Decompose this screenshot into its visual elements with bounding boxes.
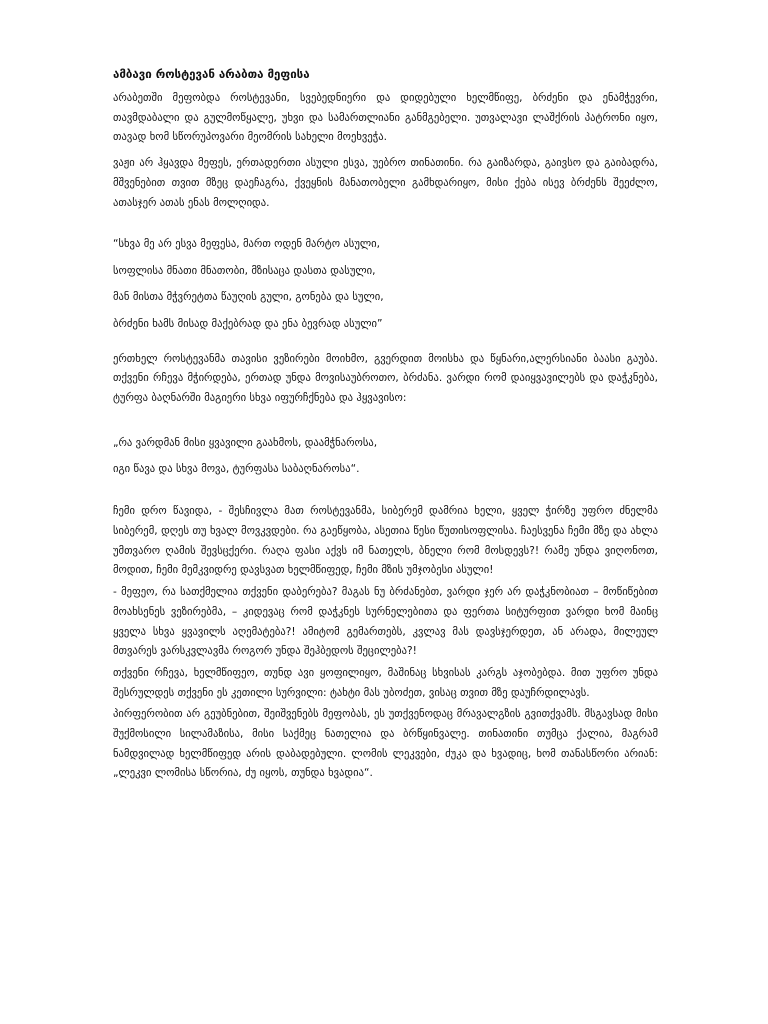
paragraph-2: ვაჟი არ ჰყავდა მეფეს, ერთადერთი ასული ესვა, უებრო თინათინი. რა გაიზარდა, გაივსო და გაიბადრა, მშვენებით თვით მზეც დაეჩაგრა, ქვეყნის მანათობელი გამხდარიყო, მისი ქება ისევ ბრძენს შეეძლო, ათასჯერ ათას ენას მოლღიდა. bbox=[113, 157, 658, 209]
paragraph-6: თქვენი რჩევა, ხელმწიფეო, თუნდ ავი ყოფილიყო, მაშინაც სხვისას კარგს აჯობებდა. მით უფრო უნდა შესრულდეს თქვენი ეს კეთილი სურვილი: ტახტი მას უბოძეთ, ვისაც თვით მზე დაუჩრდილავს. bbox=[113, 666, 658, 699]
paragraph-5: - მეფეო, რა სათქმელია თქვენი დაბერება? მაგას ნუ ბრძანებთ, ვარდი ჯერ არ დაჭკნობიათ – მოწიწებით მოახსენეს ვეზირებმა, – კიდევაც რომ დაჭკნეს სურნელებითა და ფერთა სიტურფით ვარდი ხომ მაინც ყველა სხვა ყვავილს აღემატება?! ამიტომ გემართებს, კვლავ მას დავსჯერდეთ, ან არადა, მილეულ მთვარეს ვარსკვლავმა როგორ უნდა შეჰბედოს შეცილება?! bbox=[113, 586, 658, 658]
paragraph-1: არაბეთში მეფობდა როსტევანი, სვებედნიერი და დიდებული ხელმწიფე, ბრძენი და ენამჭევრი, თავმდაბალი და გულმოწყალე, უხვი და სამართლიანი განმგებელი. უთვალავი ლაშქრის პატრონი იყო, თავად ხომ სწორუპოვარი მეომრის სახელი მოეხვეჭა. bbox=[113, 92, 658, 144]
verse-1-line-1: “სხვა მე არ ესვა მეფესა, მართ ოდენ მარტო ასული, bbox=[113, 238, 380, 251]
paragraph-3: ერთხელ როსტევანმა თავისი ვეზირები მოიხმო, გვერდით მოისხა და წყნარი,ალერსიანი ბაასი გაუბა. თქვენი რჩევა მჭირდება, ერთად უნდა მოვისაუბროთო, ბრძანა. ვარდი რომ დაიყვავილებს და დაჭკნება, ტურფა ბაღნარში მაგიერი სხვა იფურჩქნება და ჰყვავისო: bbox=[113, 352, 658, 405]
verse-block-1 bbox=[113, 235, 658, 333]
document-title: ამბავი როსტევან არაბთა მეფისა bbox=[113, 67, 310, 81]
document-page bbox=[113, 66, 658, 784]
verse-1-line-4: ბრძენი ხამს მისად მაქებრად და ენა ბევრად ასული” bbox=[113, 317, 383, 330]
verse-2-line-2: იგი წავა და სხვა მოვა, ტურფასა საბაღნაროსა“. bbox=[113, 463, 360, 476]
verse-1-line-3: მან მისთა მჭვრეტთა წაუღის გული, გონება და სული, bbox=[113, 291, 384, 304]
paragraph-7: პირფერობით არ გეუბნებით, შეიშვენებს მეფობას, ეს უთქვენოდაც მრავალგზის გვითქვამს. მსგავსად მისი შუქმოსილი სილამაზისა, მისი საქმეც ნათელია და ბრწყინვალე. თინათინი თუმცა ქალია, მაგრამ ნამდვილად ხელმწიფედ არის დაბადებული. ლომის ლეკვები, ძუკა და ხვადიც, ხომ თანასწორი არიან: „ლეკვი ლომისა სწორია, ძუ იყოს, თუნდა ხვადია“. bbox=[113, 708, 658, 780]
verse-2-line-1: „რა ვარდმან მისი ყვავილი გაახმოს, დაამჭნაროსა, bbox=[113, 436, 378, 449]
paragraph-4: ჩემი დრო წავიდა, - შესჩივლა მათ როსტევანმა, სიბერემ დამრია ხელი, ყველ ჭირზე უფრო ძნელმა სიბერემ, დღეს თუ ხვალ მოვკვდები. რა გაეწყობა, ასეთია წესი წუთისოფლისა. ჩაესვენა ჩემი მზე და ახლა უმთვარო ღამის შევსცქერი. რაღა ფასი აქვს იმ ნათელს, ბნელი რომ მოსდევს?! რამე უნდა ვიღონოთ, მოდით, ჩემი მემკვიდრე დავსვათ ხელმწიფედ, ჩემი მზის უმჯობესი ასული! bbox=[113, 505, 658, 577]
verse-block-2 bbox=[113, 434, 658, 479]
verse-1-line-2: სოფლისა მნათი მნათობი, მზისაცა დასთა დასული, bbox=[113, 264, 376, 277]
